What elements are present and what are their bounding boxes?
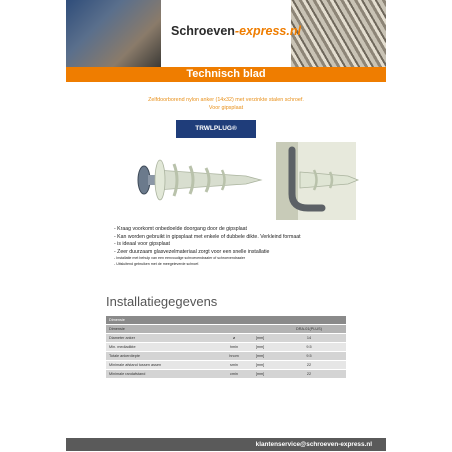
table-cell-unit: [mm] [255, 363, 265, 367]
table-cell-symbol: cmin [229, 372, 239, 376]
tools-photo-left [66, 0, 161, 67]
table-cell-label: Diameter anker [109, 336, 135, 340]
brand-badge: TRWLPLUG® [176, 120, 256, 138]
table-row [106, 343, 346, 352]
table-cell-value: 22 [306, 372, 312, 376]
table-cell-unit: [mm] [255, 345, 265, 349]
table-cell-label: Dimensie [109, 327, 125, 331]
feature-item: - is ideaal voor gipsplaat [114, 241, 170, 248]
table-cell-label: Minimale afstand tussen assen [109, 363, 162, 367]
feature-list [114, 226, 374, 268]
product-image [86, 142, 366, 222]
table-cell-label: Min. mediadikte [109, 345, 136, 349]
table-cell-label: Totale ankerdiepte [109, 354, 141, 358]
document-page [66, 0, 386, 452]
feature-item: - Uitsluitend gebruiken met de meegeleverde schroef. [114, 261, 200, 266]
table-cell-value: 9.5 [306, 354, 312, 358]
title-bar [66, 67, 386, 82]
table-header-label: Dimensie [109, 318, 125, 322]
installation-table [106, 316, 346, 379]
site-logo [171, 24, 301, 38]
feature-item: - Installatie met behulp van een eenvoudige schroevendraaier of schroevendraaier [114, 256, 246, 261]
table-row [106, 370, 346, 379]
table-cell-unit: [mm] [255, 354, 265, 358]
page-title: Technisch blad [186, 68, 266, 80]
installation-title: Installatiegegevens [106, 294, 218, 309]
feature-item: - Kan worden gebruikt in gipsplaat met enkele of dubbele dikte. Verkleind formaat [114, 233, 301, 240]
table-cell-value: 14 [306, 336, 312, 340]
table-cell-value: 22 [306, 363, 312, 367]
table-cell-symbol: hnom [229, 354, 239, 358]
table-row [106, 334, 346, 343]
header-banner [66, 0, 386, 67]
table-cell-value: DRA-01(PLUS) [296, 327, 322, 331]
logo-accent-text: -express.nl [234, 24, 301, 38]
table-cell-symbol: hmin [229, 345, 239, 349]
table-cell-unit: [mm] [255, 372, 265, 376]
footer-email-link[interactable]: klantenservice@schroeven-express.nl [255, 441, 372, 448]
feature-item: - Zeer duurzaam glasvezelmateriaal zorgt voor een snelle installatie [114, 248, 270, 255]
feature-item: - Kraag voorkomt onbedoelde doorgang door de gipsplaat [114, 226, 247, 232]
table-cell-value: 9.5 [306, 345, 312, 349]
logo-main-text: Schroeven [171, 24, 235, 38]
description-line-2: Voor gipsplaat [208, 105, 244, 111]
table-cell-symbol: smin [229, 363, 239, 367]
table-row [106, 352, 346, 361]
product-description [66, 96, 386, 112]
table-row [106, 361, 346, 370]
table-cell-symbol: ø [232, 336, 236, 340]
screws-photo-right [291, 0, 386, 67]
table-header-row [106, 316, 346, 325]
description-line-1: Zelfdoorborend nylon anker (14x32) met verzinkte stalen schroef. [148, 97, 304, 103]
footer-bar [66, 438, 386, 451]
table-sub-row [106, 325, 346, 334]
table-cell-unit: [mm] [255, 336, 265, 340]
table-cell-label: Minimale randafstand [109, 372, 146, 376]
